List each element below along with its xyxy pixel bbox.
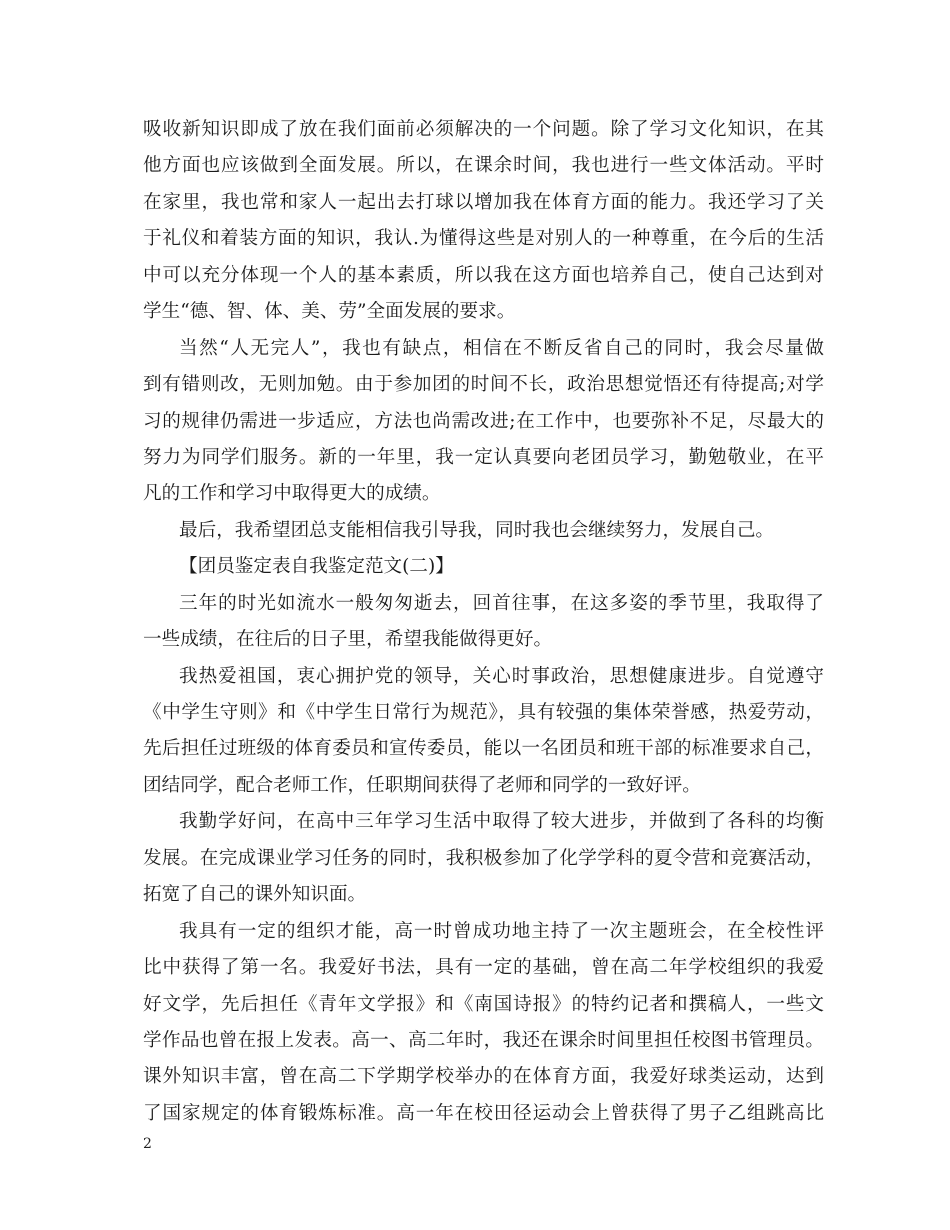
text-line: 我具有一定的组织才能，高一时曾成功地主持了一次主题班会，在全校性评: [179, 920, 824, 942]
text-line: 比中获得了第一名。我爱好书法，具有一定的基础，曾在高二年学校组织的我爱: [143, 957, 824, 979]
section-heading: 【团员鉴定表自我鉴定范文(二)】: [179, 556, 454, 578]
text-line: 他方面也应该做到全面发展。所以，在课余时间，我也进行一些文体活动。平时: [143, 155, 824, 177]
text-line: 先后担任过班级的体育委员和宣传委员，能以一名团员和班干部的标准要求自己，: [143, 738, 824, 760]
text-line: 课外知识丰富，曾在高二下学期学校举办的在体育方面，我爱好球类运动，达到: [143, 1066, 824, 1088]
page-number: 2: [143, 1136, 152, 1152]
text-line: 我勤学好问，在高中三年学习生活中取得了较大进步，并做到了各科的均衡: [179, 811, 824, 833]
text-line: 团结同学，配合老师工作，任职期间获得了老师和同学的一致好评。: [143, 774, 701, 796]
text-line: 当然“人无完人”，我也有缺点，相信在不断反省自己的同时，我会尽量做: [179, 337, 824, 359]
text-line: 最后，我希望团总支能相信我引导我，同时我也会继续努力，发展自己。: [179, 519, 775, 541]
text-line: 在家里，我也常和家人一起出去打球以增加我在体育方面的能力。我还学习了关: [143, 191, 824, 213]
text-line: 拓宽了自己的课外知识面。: [143, 884, 367, 906]
text-line: 习的规律仍需进一步适应，方法也尚需改进;在工作中，也要弥补不足，尽最大的: [143, 410, 824, 432]
text-line: 努力为同学们服务。新的一年里，我一定认真要向老团员学习，勤勉敬业，在平: [143, 446, 824, 468]
text-line: 我热爱祖国，衷心拥护党的领导，关心时事政治，思想健康进步。自觉遵守: [179, 665, 824, 687]
text-line: 《中学生守则》和《中学生日常行为规范》，具有较强的集体荣誉感，热爱劳动，: [143, 702, 824, 723]
text-line: 一些成绩，在往后的日子里，希望我能做得更好。: [143, 629, 553, 651]
text-line: 凡的工作和学习中取得更大的成绩。: [143, 483, 441, 505]
text-line: 到有错则改，无则加勉。由于参加团的时间不长，政治思想觉悟还有待提高;对学: [143, 374, 824, 396]
body-text: [143, 112, 824, 1132]
text-line: 学生“德、智、体、美、劳”全面发展的要求。: [143, 301, 516, 323]
text-line: 中可以充分体现一个人的基本素质，所以我在这方面也培养自己，使自己达到对: [143, 264, 824, 286]
text-line: 发展。在完成课业学习任务的同时，我积极参加了化学学科的夏令营和竞赛活动，: [143, 847, 824, 869]
text-line: 了国家规定的体育锻炼标准。高一年在校田径运动会上曾获得了男子乙组跳高比: [143, 1102, 824, 1124]
text-line: 好文学，先后担任《青年文学报》和《南国诗报》的特约记者和撰稿人，一些文: [143, 993, 824, 1015]
text-line: 三年的时光如流水一般匆匆逝去，回首往事，在这多姿的季节里，我取得了: [179, 592, 824, 614]
text-line: 学作品也曾在报上发表。高一、高二年时，我还在课余时间里担任校图书管理员。: [143, 1029, 824, 1051]
text-line: 于礼仪和着装方面的知识，我认.为懂得这些是对别人的一种尊重，在今后的生活: [143, 228, 824, 250]
text-line: 吸收新知识即成了放在我们面前必须解决的一个问题。除了学习文化知识，在其: [143, 119, 824, 140]
